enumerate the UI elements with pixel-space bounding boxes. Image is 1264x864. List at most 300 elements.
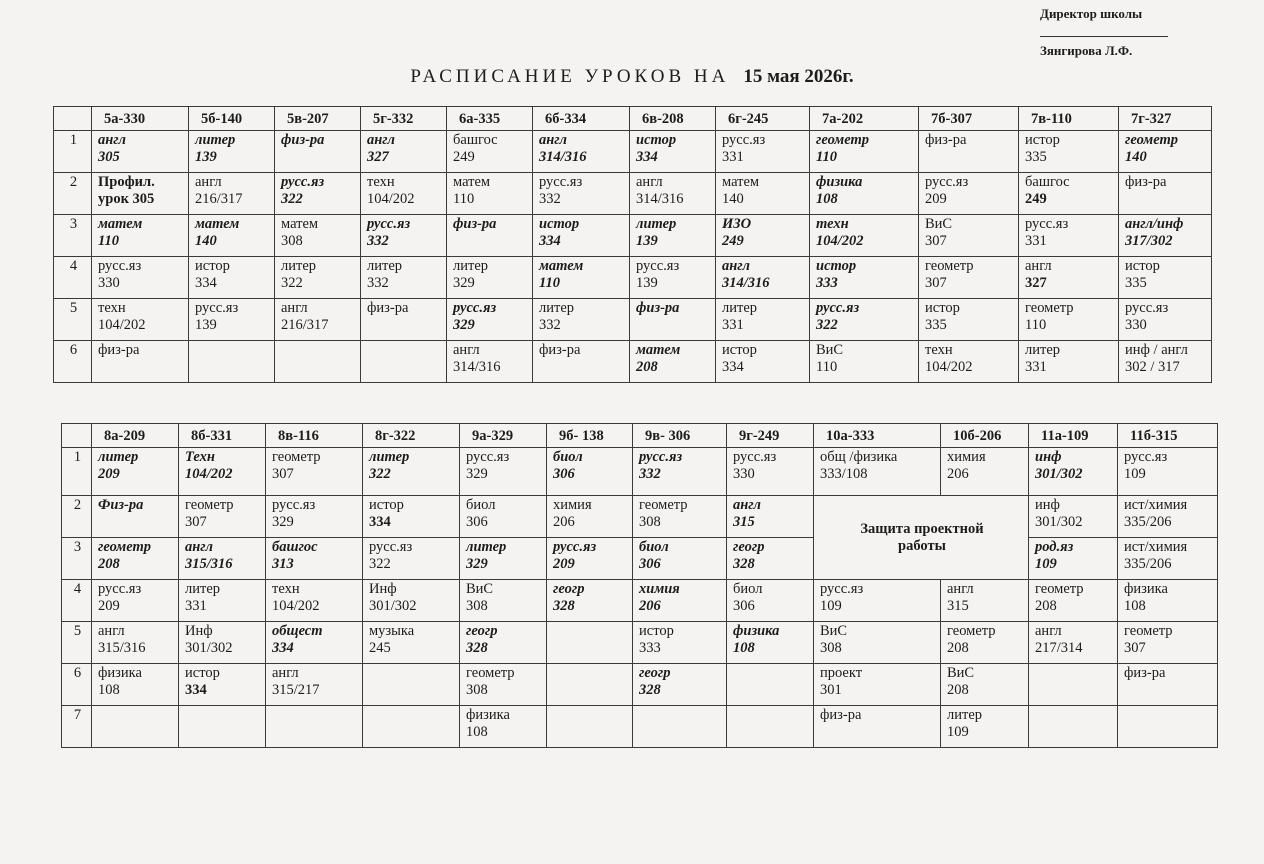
room: 139 [195,317,217,333]
schedule-cell [266,448,363,496]
room: 315/316 [98,640,146,656]
schedule-cell [92,299,189,341]
room: 328 [553,598,575,614]
subject: Инф [369,581,397,597]
subject: русс.яз [195,300,239,316]
room: 104/202 [367,191,415,207]
class-header: 7г-327 [1119,107,1212,131]
room: 109 [947,724,969,740]
lesson-row [54,215,1212,257]
subject: геометр [639,497,688,513]
subject: истор [925,300,960,316]
room: 301/302 [185,640,233,656]
room: 331 [722,317,744,333]
lesson-number: 1 [62,448,92,496]
schedule-cell [1029,496,1118,538]
subject: ИЗО [722,216,752,232]
subject: физ-ра [636,300,680,316]
subject: геометр [272,449,321,465]
room: 333/108 [820,466,868,482]
subject: англ [1035,623,1062,639]
class-header: 5б-140 [189,107,275,131]
room: 322 [369,466,391,482]
subject: геометр [1025,300,1074,316]
schedule-cell [363,496,460,538]
room: 104/202 [272,598,320,614]
schedule-cell [266,496,363,538]
room: 109 [820,598,842,614]
subject: англ [98,623,125,639]
subject: биол [639,539,669,555]
subject: род.яз [1035,539,1074,555]
subject: истор [816,258,857,274]
schedule-cell [1019,173,1119,215]
room: 307 [925,275,947,291]
schedule-cell [92,538,179,580]
schedule-cell [1029,706,1118,748]
schedule-cell [919,257,1019,299]
room: 140 [1125,149,1147,165]
subject: физика [816,174,863,190]
room: 108 [1124,598,1146,614]
room: 335/206 [1124,514,1172,530]
room: 308 [466,598,488,614]
lesson-row [62,622,1218,664]
subject: биол [466,497,496,513]
schedule-cell [810,257,919,299]
header-row [54,107,1212,131]
schedule-cell [266,622,363,664]
schedule-cell [460,664,547,706]
schedule-cell [363,706,460,748]
schedule-cell [179,706,266,748]
schedule-cell [92,580,179,622]
subject: физика [466,707,510,723]
room: 110 [816,359,838,375]
room: 217/314 [1035,640,1083,656]
room: 329 [453,317,475,333]
lesson-number: 5 [62,622,92,664]
subject: физика [1124,581,1168,597]
schedule-cell [447,257,533,299]
schedule-cell [1019,131,1119,173]
subject: геометр [1035,581,1084,597]
room: 307 [925,233,947,249]
subject: русс.яз [816,300,860,316]
room: 249 [722,233,744,249]
class-header: 9б- 138 [547,424,633,448]
title-date: 15 мая 2026г. [743,66,854,87]
room: 249 [1025,191,1047,207]
subject: общест [272,623,323,639]
schedule-cell [716,215,810,257]
room: 245 [369,640,391,656]
schedule-cell [92,257,189,299]
subject: химия [947,449,986,465]
subject: геометр [1124,623,1173,639]
room: 328 [733,556,755,572]
class-header: 8в-116 [266,424,363,448]
room: 139 [636,275,658,291]
subject: техн [816,216,849,232]
corner-cell [54,107,92,131]
subject: русс.яз [636,258,680,274]
schedule-cell [1118,538,1218,580]
schedule-cell [727,622,814,664]
schedule-cell [460,706,547,748]
schedule-cell [533,341,630,383]
schedule-cell [189,131,275,173]
room: 301/302 [1035,514,1083,530]
lesson-number: 3 [62,538,92,580]
schedule-cell [533,215,630,257]
subject: геогр [733,539,765,555]
schedule-cell [179,448,266,496]
schedule-cell [266,580,363,622]
class-header: 6а-335 [447,107,533,131]
subject: русс.яз [722,132,766,148]
schedule-cell [447,131,533,173]
subject: литер [947,707,983,723]
lesson-row [62,496,1218,538]
subject: русс.яз [98,258,142,274]
subject: геометр [185,497,234,513]
subject: литер [185,581,221,597]
subject: инф / англ [1125,342,1188,358]
room: 216/317 [195,191,243,207]
schedule-cell [1019,299,1119,341]
room: 308 [466,682,488,698]
schedule-cell [361,299,447,341]
lesson-row [54,299,1212,341]
subject: русс.яз [639,449,683,465]
room: 139 [195,149,217,165]
schedule-cell [919,215,1019,257]
room: 109 [1035,556,1057,572]
subject: матем [98,216,143,232]
room: 335 [1025,149,1047,165]
schedule-cell [361,131,447,173]
schedule-cell [275,341,361,383]
header-row [62,424,1218,448]
merged-cell-project-defense [814,496,1029,580]
schedule-cell [179,580,266,622]
subject: башгос [1025,174,1070,190]
room: урок 305 [98,191,155,207]
subject: физ-ра [1124,665,1166,681]
subject: русс.яз [1124,449,1168,465]
subject: англ/инф [1125,216,1184,232]
schedule-cell [92,664,179,706]
room: 108 [98,682,120,698]
schedule-cell [460,496,547,538]
schedule-cell [810,299,919,341]
schedule-cell [630,299,716,341]
subject: физ-ра [820,707,862,723]
subject: истор [195,258,230,274]
class-header: 10а-333 [814,424,941,448]
schedule-cell [92,448,179,496]
schedule-cell [1119,173,1212,215]
schedule-cell [716,173,810,215]
schedule-cell [547,706,633,748]
room: 208 [947,682,969,698]
room: 307 [185,514,207,530]
schedule-cell [460,448,547,496]
subject: русс.яз [281,174,325,190]
room: 329 [466,466,488,482]
subject: литер [453,258,489,274]
room: 314/316 [539,149,587,165]
subject: инф [1035,449,1062,465]
room: 308 [820,640,842,656]
room: 329 [272,514,294,530]
schedule-cell [810,131,919,173]
room: 216/317 [281,317,329,333]
room: 330 [733,466,755,482]
subject: русс.яз [553,539,597,555]
schedule-cell [1118,664,1218,706]
schedule-cell [1029,448,1118,496]
subject: англ [453,342,480,358]
approver-name: Зянгирова Л.Ф. [1040,43,1133,58]
subject: физ-ра [281,132,325,148]
schedule-cell [919,173,1019,215]
schedule-cell [92,131,189,173]
room: 206 [639,598,661,614]
subject: русс.яз [272,497,316,513]
subject: ист/химия [1124,497,1188,513]
subject: литер [367,258,403,274]
subject: русс.яз [1025,216,1069,232]
class-header: 5в-207 [275,107,361,131]
schedule-cell [727,580,814,622]
room: 109 [1124,466,1146,482]
subject: англ [367,132,395,148]
schedule-cell [814,622,941,664]
schedule-cell [447,215,533,257]
subject: Физ-ра [98,497,144,513]
subject: русс.яз [1125,300,1169,316]
subject: геометр [1125,132,1179,148]
class-header: 11б-315 [1118,424,1218,448]
subject: геогр [639,665,671,681]
room: 104/202 [925,359,973,375]
subject: русс.яз [539,174,583,190]
subject: ист/химия [1124,539,1188,555]
room: 330 [1125,317,1147,333]
subject: англ [539,132,567,148]
subject: русс.яз [98,581,142,597]
room: 208 [636,359,658,375]
schedule-cell [547,664,633,706]
schedule-cell [363,580,460,622]
subject: геометр [925,258,974,274]
schedule-cell [1118,448,1218,496]
schedule-cell [92,496,179,538]
schedule-cell [814,580,941,622]
schedule-cell [1029,538,1118,580]
lesson-row [54,131,1212,173]
schedule-cell [941,622,1029,664]
class-header: 7б-307 [919,107,1019,131]
schedule-cell [919,131,1019,173]
subject: геометр [816,132,870,148]
schedule-cell [1029,664,1118,706]
schedule-cell [919,341,1019,383]
class-header: 7а-202 [810,107,919,131]
corner-cell [62,424,92,448]
subject: физ-ра [925,132,967,148]
room: 329 [466,556,488,572]
subject: физ-ра [453,216,497,232]
subject: геометр [466,665,515,681]
room: 328 [639,682,661,698]
room: 206 [947,466,969,482]
room: 314/316 [722,275,770,291]
subject: ВиС [466,581,494,597]
schedule-cell [1019,257,1119,299]
subject: литер [636,216,677,232]
schedule-cell [361,215,447,257]
lesson-row [54,173,1212,215]
room: 327 [1025,275,1047,291]
schedule-cell [189,257,275,299]
subject: истор [539,216,580,232]
schedule-cell [179,538,266,580]
room: 301 [820,682,842,698]
lesson-row [62,538,1218,580]
room: 104/202 [98,317,146,333]
schedule-cell [727,706,814,748]
subject: ВиС [816,342,844,358]
room: 301/302 [369,598,417,614]
approver-title: Директор школы [1040,6,1143,21]
schedule-cell [92,341,189,383]
room: 209 [98,598,120,614]
schedule-cell [189,299,275,341]
subject: инф [1035,497,1060,513]
room: 306 [553,466,575,482]
subject: литер [722,300,758,316]
room: 332 [639,466,661,482]
subject: истор [1125,258,1160,274]
subject: физ-ра [539,342,581,358]
schedule-cell [1029,580,1118,622]
subject: физика [98,665,142,681]
subject: англ [1025,258,1052,274]
room: 209 [98,466,120,482]
room: 306 [733,598,755,614]
room: 305 [98,149,120,165]
schedule-cell [1118,580,1218,622]
schedule-cell [533,173,630,215]
room: 331 [185,598,207,614]
lesson-row [62,664,1218,706]
subject: техн [367,174,395,190]
subject: Профил. [98,174,155,190]
subject: физ-ра [367,300,409,316]
subject: матем [453,174,491,190]
subject: истор [1025,132,1060,148]
room: 314/316 [636,191,684,207]
room: 329 [453,275,475,291]
schedule-cell [533,131,630,173]
room: 334 [185,682,207,698]
room: 315/217 [272,682,320,698]
subject: физ-ра [1125,174,1167,190]
room: 302 / 317 [1125,359,1180,375]
schedule-cell [92,706,179,748]
subject: башгос [272,539,318,555]
class-header: 9а-329 [460,424,547,448]
schedule-cell [727,664,814,706]
subject: башгос [453,132,498,148]
schedule-cell [633,496,727,538]
schedule-cell [189,173,275,215]
schedule-cell [716,257,810,299]
subject: русс.яз [733,449,777,465]
room: 208 [98,556,120,572]
subject: геогр [466,623,498,639]
schedule-cell [92,622,179,664]
schedule-cell [810,341,919,383]
schedule-cell [179,664,266,706]
schedule-cell [814,664,941,706]
lesson-number: 1 [54,131,92,173]
room: 332 [367,233,389,249]
subject: русс.яз [925,174,969,190]
schedule-cell [460,580,547,622]
schedule-cell [633,706,727,748]
schedule-cell [633,580,727,622]
class-header: 5а-330 [92,107,189,131]
schedule-cell [275,131,361,173]
lesson-number: 3 [54,215,92,257]
schedule-cell [363,664,460,706]
schedule-cell [363,622,460,664]
schedule-cell [1029,622,1118,664]
room: 140 [195,233,217,249]
room: 317/302 [1125,233,1173,249]
schedule-cell [633,448,727,496]
room: 331 [1025,359,1047,375]
subject: англ [722,258,750,274]
subject: матем [195,216,240,232]
schedule-cell [447,299,533,341]
lesson-number: 4 [62,580,92,622]
schedule-cell [727,496,814,538]
room: 110 [539,275,560,291]
subject: англ [98,132,126,148]
subject: англ [195,174,222,190]
subject: матем [281,216,319,232]
schedule-cell [814,448,941,496]
schedule-cell [189,215,275,257]
room: 332 [539,317,561,333]
schedule-cell [810,173,919,215]
room: 333 [816,275,838,291]
lesson-row [54,341,1212,383]
schedule-cell [266,706,363,748]
subject: матем [722,174,760,190]
class-header: 11а-109 [1029,424,1118,448]
subject: русс.яз [466,449,510,465]
room: 208 [947,640,969,656]
room: 108 [733,640,755,656]
schedule-cell [1119,257,1212,299]
room: 139 [636,233,658,249]
